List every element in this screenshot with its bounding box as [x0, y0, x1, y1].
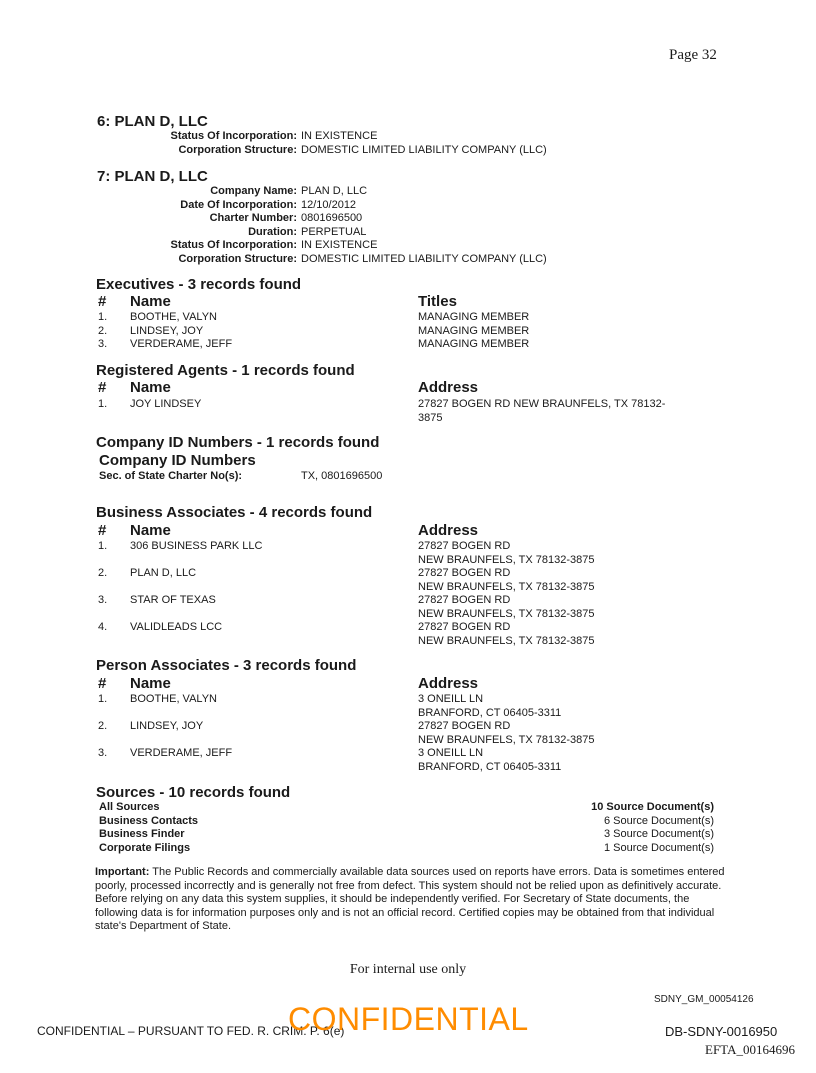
executive-name: BOOTHE, VALYN: [130, 311, 218, 323]
row-number: 1.: [98, 311, 108, 323]
entity-6-label: Status Of Incorporation:: [170, 130, 297, 142]
company-id-subheading: Company ID Numbers: [99, 452, 256, 469]
column-header-name: Name: [130, 293, 171, 310]
person-associates-heading: Person Associates - 3 records found: [96, 657, 357, 674]
row-number: 4.: [98, 621, 108, 633]
column-header-address: Address: [418, 522, 479, 539]
db-sdny-number: DB-SDNY-0016950: [665, 1024, 778, 1039]
row-number: 1.: [98, 693, 108, 705]
entity-7-value: PERPETUAL: [301, 225, 367, 238]
business-address-line2: NEW BRAUNFELS, TX 78132-3875: [418, 634, 595, 647]
source-label: Business Contacts: [99, 814, 199, 827]
person-address-line1: 27827 BOGEN RD: [418, 720, 511, 732]
column-header-name: Name: [130, 522, 171, 539]
agent-name: JOY LINDSEY: [130, 398, 202, 410]
column-header-number: #: [98, 293, 107, 310]
person-address-line2: BRANFORD, CT 06405-3311: [418, 760, 562, 773]
executives-heading: Executives - 3 records found: [96, 276, 302, 293]
business-name: STAR OF TEXAS: [130, 594, 216, 606]
confidential-rule-notice: CONFIDENTIAL – PURSUANT TO FED. R. CRIM. P. 6(e): [37, 1024, 345, 1038]
business-address-line1: 27827 BOGEN RD: [418, 594, 511, 606]
source-row: [99, 815, 714, 829]
row-number: 1.: [98, 398, 108, 410]
entity-6-title: 6: PLAN D, LLC: [97, 113, 208, 130]
important-label: Important:: [95, 866, 150, 878]
source-label: Corporate Filings: [99, 841, 191, 854]
source-count: 1 Source Document(s): [603, 841, 714, 854]
business-name: PLAN D, LLC: [130, 567, 197, 579]
source-label: Business Finder: [99, 828, 185, 840]
person-address-line2: NEW BRAUNFELS, TX 78132-3875: [418, 733, 595, 746]
entity-7-label: Status Of Incorporation:: [170, 239, 297, 251]
confidential-stamp: CONFIDENTIAL: [288, 1001, 529, 1037]
entity-7-value: 12/10/2012: [301, 198, 357, 211]
entity-7-label: Company Name:: [210, 185, 297, 197]
executive-title: MANAGING MEMBER: [418, 324, 530, 337]
entity-7-value: 0801696500: [301, 212, 363, 224]
business-name: 306 BUSINESS PARK LLC: [130, 540, 263, 552]
entity-7-label: Charter Number:: [209, 212, 297, 224]
business-address-line1: 27827 BOGEN RD: [418, 567, 511, 579]
entity-7-label: Duration:: [248, 225, 297, 238]
executive-name: VERDERAME, JEFF: [130, 338, 233, 350]
charter-label: Sec. of State Charter No(s):: [99, 470, 243, 482]
entity-7-value: DOMESTIC LIMITED LIABILITY COMPANY (LLC): [301, 252, 547, 265]
row-number: 3.: [98, 747, 108, 759]
charter-value: TX, 0801696500: [301, 470, 383, 482]
person-address-line1: 3 ONEILL LN: [418, 747, 484, 759]
column-header-number: #: [98, 379, 107, 396]
row-number: 2.: [98, 324, 108, 337]
business-address-line1: 27827 BOGEN RD: [418, 621, 511, 633]
page-number: Page 32: [669, 47, 717, 63]
row-number: 2.: [98, 720, 108, 732]
source-count: 3 Source Document(s): [603, 828, 714, 840]
executive-title: MANAGING MEMBER: [418, 311, 530, 323]
entity-7-value: PLAN D, LLC: [301, 185, 368, 197]
entity-7-label: Date Of Incorporation:: [180, 198, 297, 211]
important-notice: [95, 866, 725, 934]
source-row: [99, 801, 714, 815]
person-address-line1: 3 ONEILL LN: [418, 693, 484, 705]
column-header-number: #: [98, 522, 107, 539]
source-count: 6 Source Document(s): [603, 814, 714, 827]
source-row: [99, 828, 714, 842]
column-header-titles: Titles: [418, 293, 457, 310]
efta-number: EFTA_00164696: [705, 1042, 795, 1057]
sdny-gm-number: SDNY_GM_00054126: [654, 994, 754, 1005]
agent-address-line2: 3875: [418, 411, 443, 424]
source-count: 10 Source Document(s): [591, 801, 714, 813]
business-address-line2: NEW BRAUNFELS, TX 78132-3875: [418, 580, 595, 593]
row-number: 1.: [98, 540, 108, 552]
row-number: 3.: [98, 594, 108, 606]
column-header-name: Name: [130, 675, 171, 692]
sources-heading: Sources - 10 records found: [96, 784, 291, 801]
business-associates-heading: Business Associates - 4 records found: [96, 504, 373, 521]
row-number: 2.: [98, 567, 108, 579]
person-address-line2: BRANFORD, CT 06405-3311: [418, 706, 562, 719]
column-header-address: Address: [418, 675, 479, 692]
executive-name: LINDSEY, JOY: [130, 324, 204, 337]
row-number: 3.: [98, 338, 108, 350]
company-id-heading: Company ID Numbers - 1 records found: [96, 434, 380, 451]
entity-7-label: Corporation Structure:: [178, 252, 297, 265]
person-name: BOOTHE, VALYN: [130, 693, 218, 705]
entity-7-value: IN EXISTENCE: [301, 239, 378, 251]
business-name: VALIDLEADS LCC: [130, 621, 223, 633]
source-label: All Sources: [99, 801, 160, 813]
column-header-name: Name: [130, 379, 171, 396]
important-text: The Public Records and commercially available data sources used on reports have errors. Data is sometimes entered poorly, processed incorrectly and is generally not free from defect. This system should not be relied upon as definitively accurate. Before relying on any data this system supplies, it should be independently verified. For Secretary of State documents, the following data is for information purposes only and is not an official record. Certified copies may be obtained from that individual state's Department of State.: [95, 866, 725, 933]
business-address-line2: NEW BRAUNFELS, TX 78132-3875: [418, 553, 595, 566]
person-name: VERDERAME, JEFF: [130, 747, 233, 759]
source-row: [99, 842, 714, 856]
agent-address-line1: 27827 BOGEN RD NEW BRAUNFELS, TX 78132-: [418, 398, 666, 410]
executive-title: MANAGING MEMBER: [418, 338, 530, 350]
business-address-line1: 27827 BOGEN RD: [418, 540, 511, 552]
entity-6-value: IN EXISTENCE: [301, 130, 378, 142]
registered-agents-heading: Registered Agents - 1 records found: [96, 362, 355, 379]
business-address-line2: NEW BRAUNFELS, TX 78132-3875: [418, 607, 595, 620]
entity-6-value: DOMESTIC LIMITED LIABILITY COMPANY (LLC): [301, 144, 547, 156]
person-name: LINDSEY, JOY: [130, 720, 204, 732]
entity-6-label: Corporation Structure:: [178, 144, 297, 156]
entity-7-title: 7: PLAN D, LLC: [97, 168, 208, 185]
column-header-address: Address: [418, 379, 479, 396]
internal-use-notice: For internal use only: [349, 962, 467, 977]
column-header-number: #: [98, 675, 107, 692]
